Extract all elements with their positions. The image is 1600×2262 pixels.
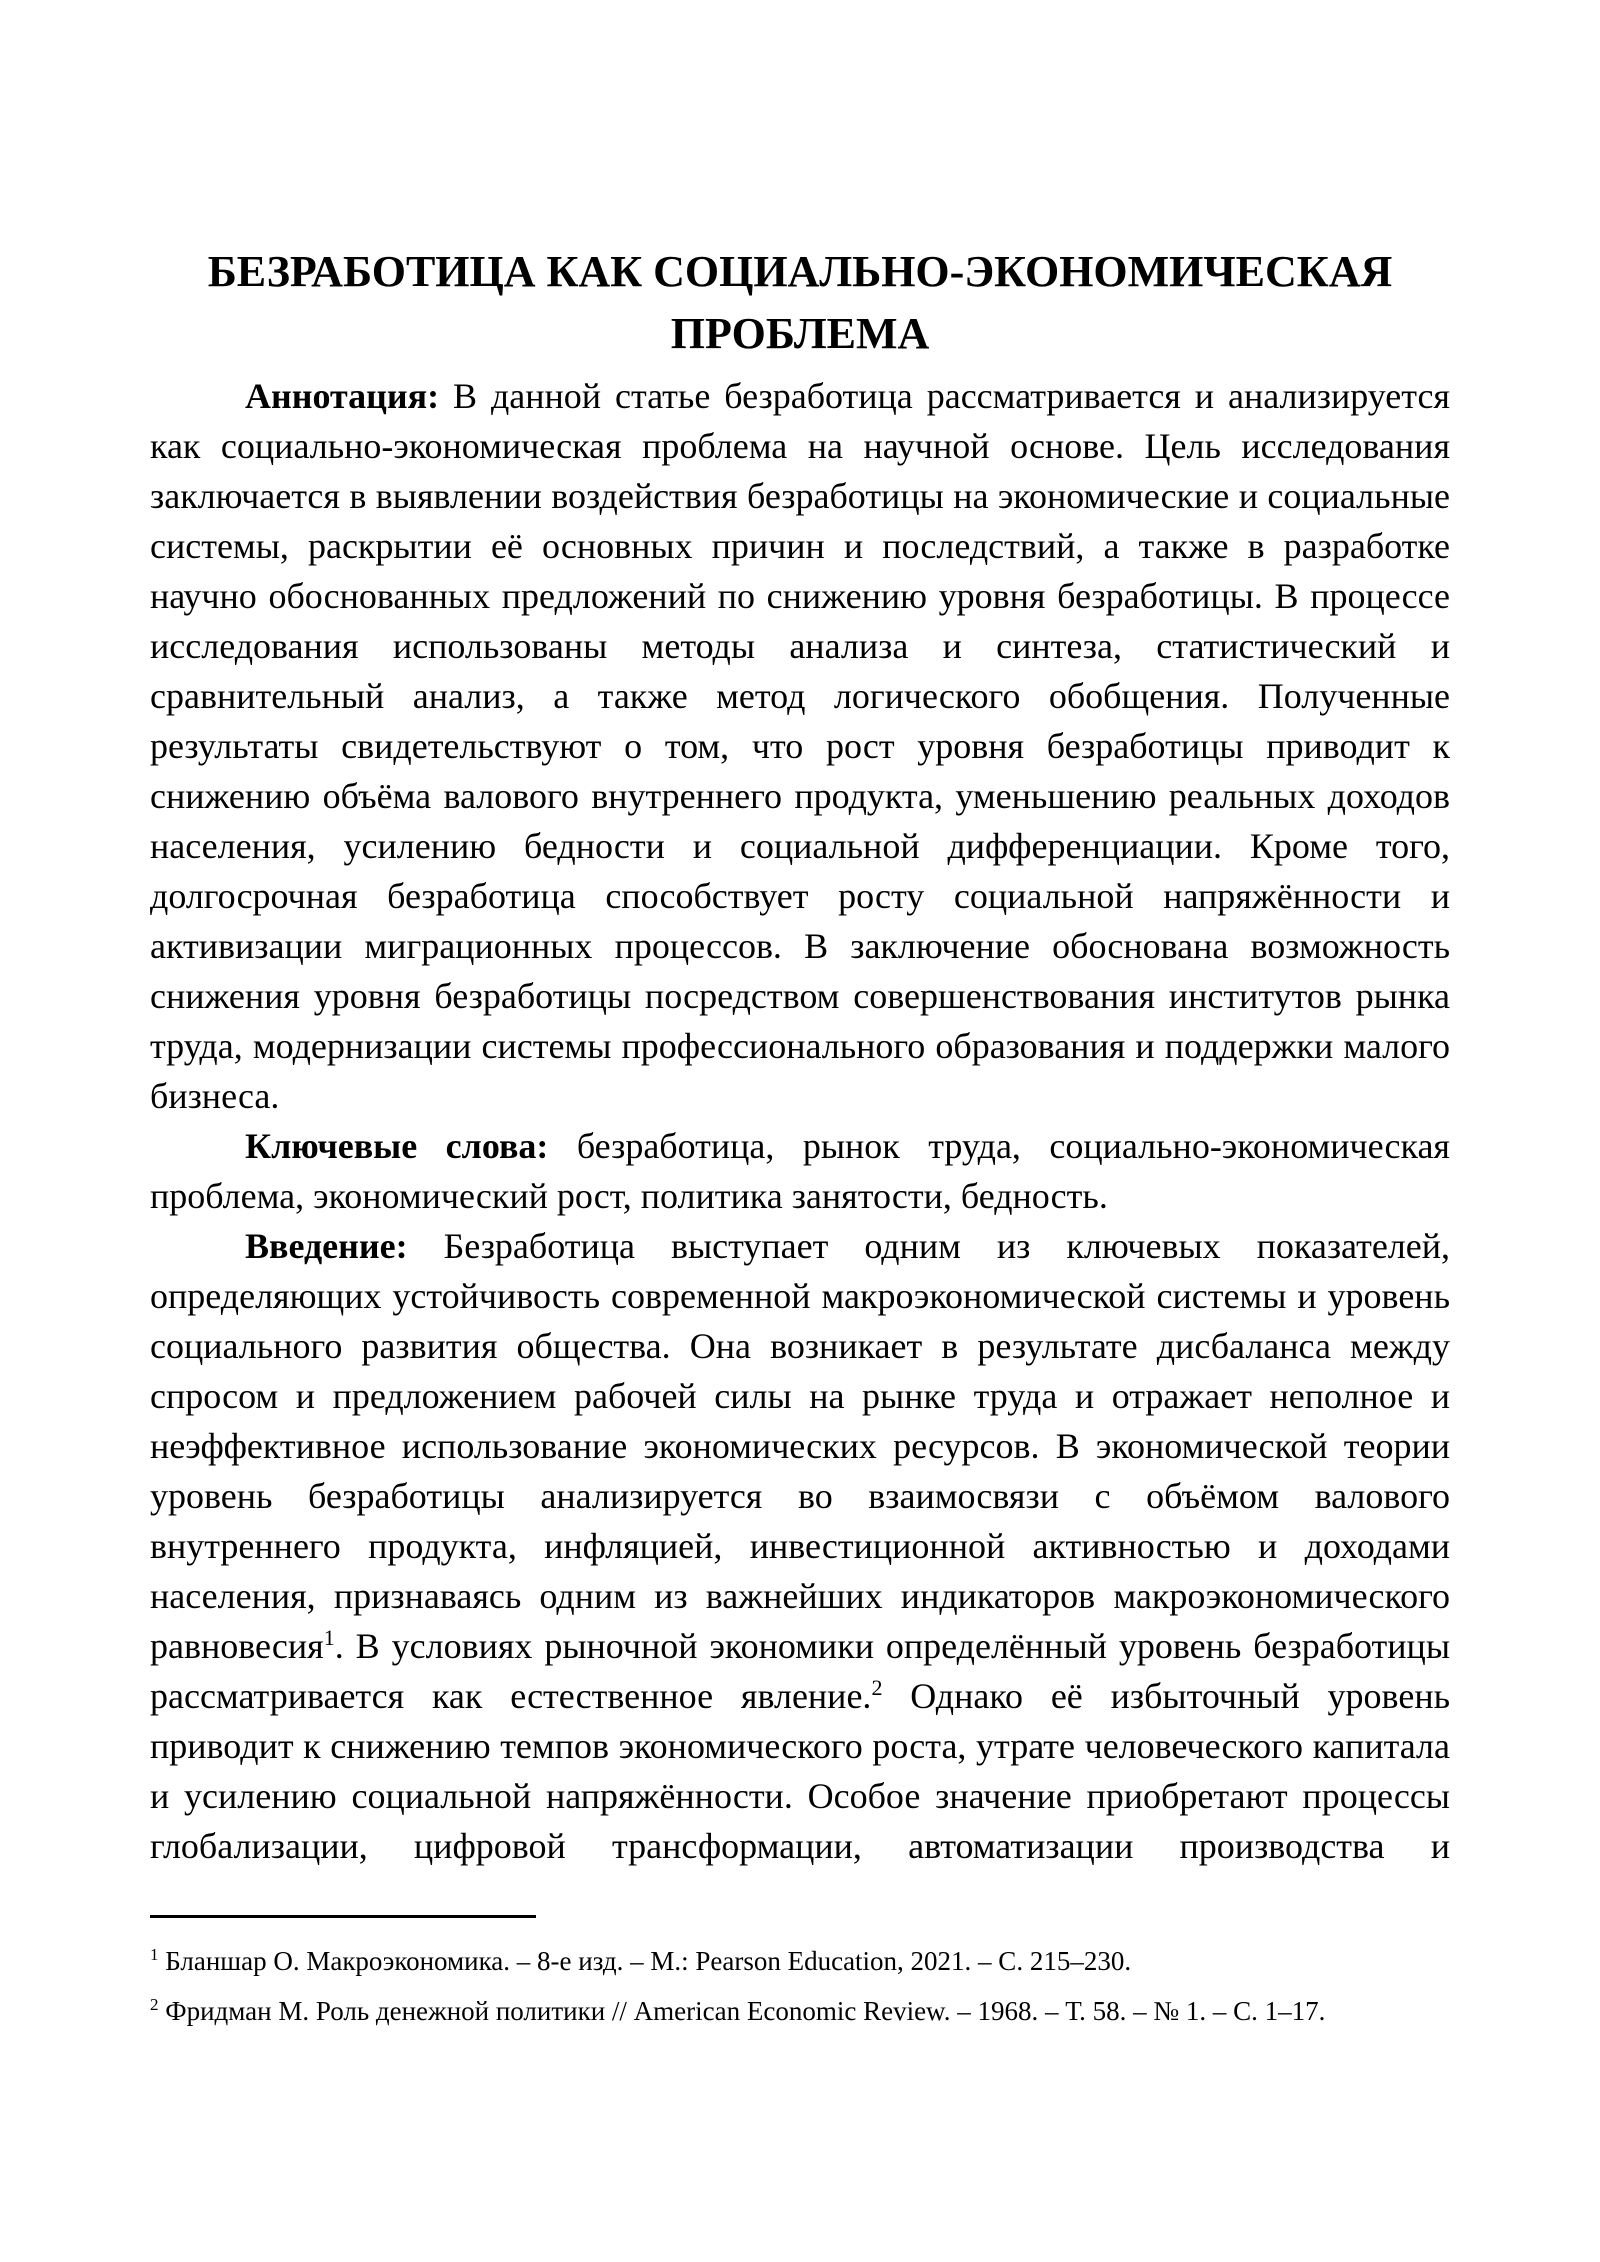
introduction-label: Введение: xyxy=(245,1226,408,1266)
footnote-2 xyxy=(150,1986,1450,2036)
footnote-separator-line xyxy=(150,1915,536,1918)
introduction-text-3: Однако её избыточный уровень приводит к снижению темпов экономического роста, утрате человеческого капитала и усилению социальной напряжённости. Особое значение приобретают процессы глобализации, цифровой трансформации, автоматизации производства и xyxy=(150,1676,1450,1866)
annotation-text: В данной статье безработица рассматривается и анализируется как социально-экономическая проблема на научной основе. Цель исследования заключается в выявлении воздействия безработицы на экономические и социальные системы, раскрытии её основных причин и последствий, а также в разработке научно обоснованных предложений по снижению уровня безработицы. В процессе исследования использованы методы анализа и синтеза, статистический и сравнительный анализ, а также метод логического обобщения. Полученные результаты свидетельствуют о том, что рост уровня безработицы приводит к снижению объёма валового внутреннего продукта, уменьшению реальных доходов населения, усилению бедности и социальной дифференциации. Кроме того, долгосрочная безработица способствует росту социальной напряжённости и активизации миграционных процессов. В заключение обоснована возможность снижения уровня безработицы посредством совершенствования институтов рынка труда, модернизации системы профессионального образования и поддержки малого бизнеса. xyxy=(150,376,1450,1116)
footnote-1-text: Бланшар О. Макроэкономика. – 8-е изд. – М.: Pearson Education, 2021. – С. 215–230. xyxy=(158,1946,1132,1976)
paragraph-annotation xyxy=(150,371,1450,1121)
footnote-ref-1: 1 xyxy=(323,1625,335,1650)
footnotes-section xyxy=(150,1915,1450,2036)
footnote-ref-2: 2 xyxy=(871,1675,883,1700)
introduction-text-1: Безработица выступает одним из ключевых показателей, определяющих устойчивость современной макроэкономической системы и уровень социального развития общества. Она возникает в результате дисбаланса между спросом и предложением рабочей силы на рынке труда и отражает неполное и неэффективное использование экономических ресурсов. В экономической теории уровень безработицы анализируется во взаимосвязи с объёмом валового внутреннего продукта, инфляцией, инвестиционной активностью и доходами населения, признаваясь одним из важнейших индикаторов макроэкономического равновесия xyxy=(150,1226,1450,1666)
article-title-line-2: ПРОБЛЕМА xyxy=(670,309,930,358)
annotation-label: Аннотация: xyxy=(245,376,440,416)
article-body xyxy=(150,371,1450,2036)
footnote-1-marker: 1 xyxy=(150,1945,159,1964)
footnote-2-text: Фридман М. Роль денежной политики // American Economic Review. – 1968. – Т. 58. – № 1. – С. 1–17. xyxy=(158,1996,1326,2026)
article-title-line-1: БЕЗРАБОТИЦА КАК СОЦИАЛЬНО-ЭКОНОМИЧЕСКАЯ xyxy=(207,247,1393,296)
article-title xyxy=(150,241,1450,365)
keywords-text: безработица, рынок труда, социально-экономическая проблема, экономический рост, политика занятости, бедность. xyxy=(150,1126,1450,1216)
introduction-text-2: . В условиях рыночной экономики определённый уровень безработицы рассматривается как естественное явление. xyxy=(150,1626,1450,1716)
footnote-2-marker: 2 xyxy=(150,1995,159,2014)
keywords-label: Ключевые слова: xyxy=(245,1126,549,1166)
paragraph-keywords xyxy=(150,1121,1450,1221)
footnote-1 xyxy=(150,1936,1450,1986)
paragraph-introduction xyxy=(150,1221,1450,1871)
